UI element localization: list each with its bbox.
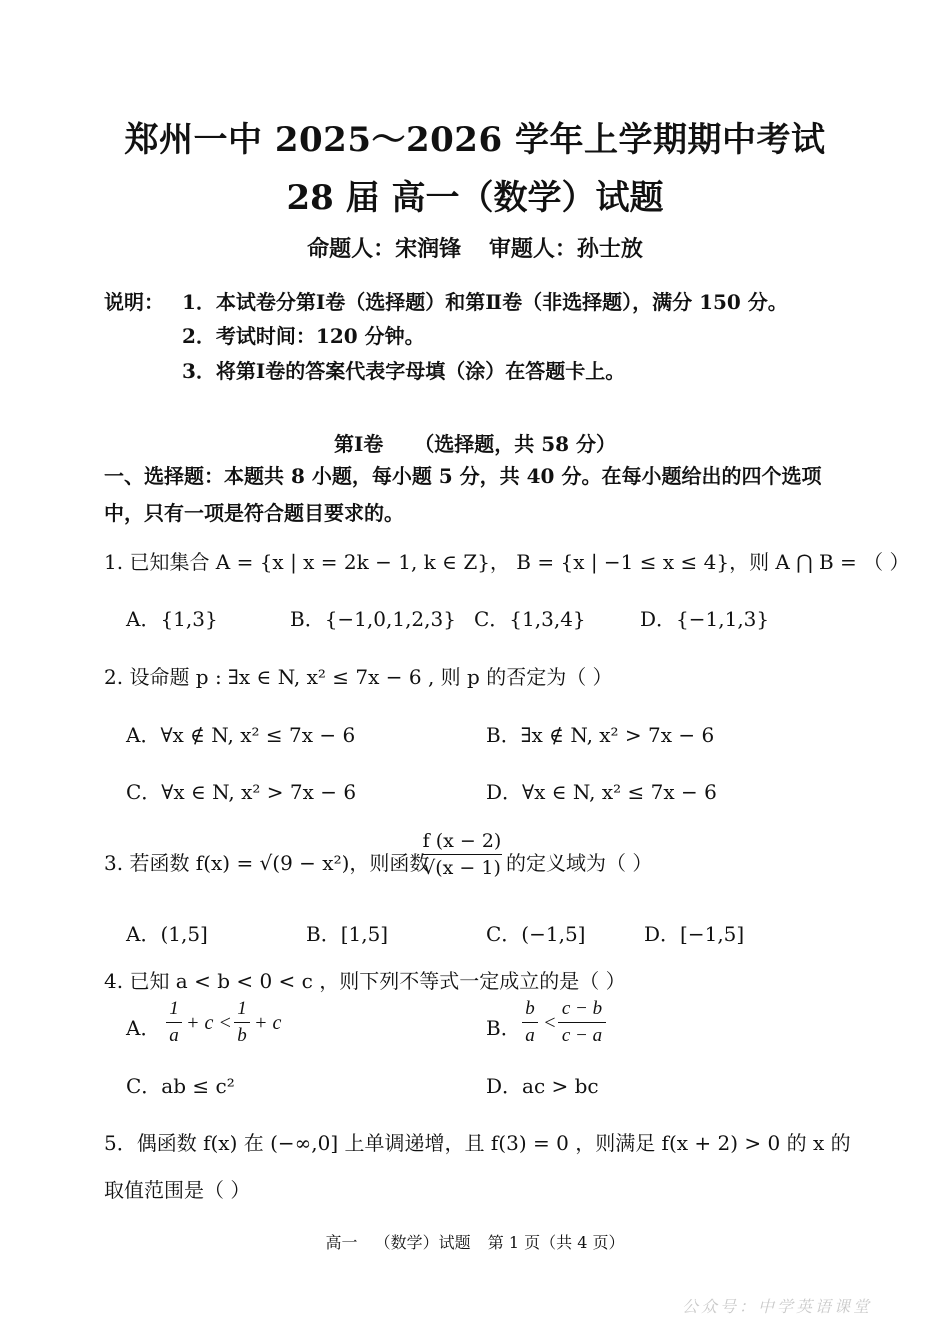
question-4-option-a-frac1	[166, 998, 182, 1047]
question-3-fraction	[422, 830, 502, 879]
fraction-denominator: b	[237, 1025, 247, 1046]
fraction-bar	[422, 854, 502, 855]
note-item: 1．本试卷分第Ⅰ卷（选择题）和第Ⅱ卷（非选择题），满分 150 分。	[182, 290, 788, 314]
fraction-numerator: c − b	[561, 998, 603, 1019]
question-1-option-b: B．{−1,0,1,2,3}	[290, 607, 456, 631]
question-4-option-a-mid: + c <	[186, 1012, 232, 1034]
question-1-option-a: A．{1,3}	[126, 607, 218, 631]
question-4-option-a-frac2	[234, 998, 250, 1047]
footer-name: （数学）试题	[374, 1233, 471, 1252]
footer-subject: 高一	[325, 1233, 358, 1252]
note-item: 2．考试时间：120 分钟。	[182, 324, 425, 348]
notes-label: 说明：	[104, 290, 164, 314]
question-4-option-b-mid: <	[543, 1012, 557, 1034]
fraction-denominator: √(x − 1)	[423, 857, 501, 879]
fraction-bar	[558, 1022, 606, 1023]
question-1-option-d: D．{−1,1,3}	[640, 607, 770, 631]
question-3-option-c: C．(−1,5]	[486, 922, 586, 946]
fraction-bar	[234, 1022, 250, 1023]
fraction-numerator: f (x − 2)	[422, 830, 502, 852]
part-intro: 一、选择题：本题共 8 小题，每小题 5 分，共 40 分。在每小题给出的四个选项中，只有一项是符合题目要求的。	[104, 464, 822, 525]
fraction-denominator: a	[169, 1025, 179, 1046]
fraction-bar	[522, 1022, 538, 1023]
question-3-option-a: A．(1,5]	[126, 922, 208, 946]
note-item: 3．将第Ⅰ卷的答案代表字母填（涂）在答题卡上。	[182, 359, 626, 383]
question-2-option-c: C．∀x ∈ N, x² > 7x − 6	[126, 780, 357, 804]
question-2-option-b: B．∃x ∉ N, x² > 7x − 6	[486, 723, 715, 747]
footer-page: 第 1 页（共 4 页）	[487, 1233, 625, 1252]
section-title: 第Ⅰ卷	[333, 432, 384, 456]
question-3-stem-prefix: 3. 若函数 f(x) = √(9 − x²)，则函数	[104, 851, 430, 875]
fraction-bar	[166, 1022, 182, 1023]
authors	[0, 232, 950, 263]
question-4-option-d: D．ac > bc	[486, 1074, 599, 1098]
question-4-option-b-frac2	[558, 998, 606, 1047]
reviewer: 审题人：孙士放	[488, 236, 643, 262]
fraction-numerator: 1	[237, 998, 247, 1019]
question-4-stem: 4. 已知 a < b < 0 < c ，则下列不等式一定成立的是（ ）	[104, 969, 626, 993]
section-subtitle: （选择题，共 58 分）	[414, 432, 617, 456]
question-5-stem-line1: 5．偶函数 f(x) 在 (−∞,0] 上单调递增，且 f(3) = 0 ，则满足 f(x + 2) > 0 的 x 的	[104, 1131, 851, 1155]
question-3-option-b: B．[1,5]	[306, 922, 389, 946]
question-3-stem-suffix: 的定义域为（ ）	[506, 851, 653, 875]
question-4-option-b-frac1	[522, 998, 538, 1047]
question-3-option-d: D．[−1,5]	[644, 922, 745, 946]
question-4-option-a-label: A．	[126, 1016, 161, 1040]
question-1-option-c: C．{1,3,4}	[474, 607, 586, 631]
fraction-denominator: a	[525, 1025, 535, 1046]
question-2-option-d: D．∀x ∈ N, x² ≤ 7x − 6	[486, 780, 717, 804]
question-2-option-a: A．∀x ∉ N, x² ≤ 7x − 6	[126, 723, 356, 747]
page-footer	[0, 1230, 950, 1253]
question-4-option-c: C．ab ≤ c²	[126, 1074, 235, 1098]
question-4-option-a-end: + c	[254, 1012, 282, 1034]
fraction-denominator: c − a	[561, 1025, 603, 1046]
exam-title: 郑州一中 2025～2026 学年上学期期中考试	[124, 120, 826, 160]
section-heading	[0, 428, 950, 457]
setter: 命题人：宋润锋	[307, 236, 462, 262]
question-5-stem-line2: 取值范围是（ ）	[104, 1178, 251, 1202]
question-1-stem: 1. 已知集合 A = {x | x = 2k − 1, k ∈ Z}， B = {x | −1 ≤ x ≤ 4}，则 A ⋂ B = （ ）	[104, 550, 910, 574]
fraction-numerator: 1	[169, 998, 179, 1019]
exam-subtitle: 28 届 高一（数学）试题	[286, 178, 664, 218]
fraction-numerator: b	[525, 998, 535, 1019]
question-4-option-b-label: B．	[486, 1016, 521, 1040]
watermark: 公众号：中学英语课堂	[681, 1297, 872, 1316]
question-2-stem: 2. 设命题 p : ∃x ∈ N, x² ≤ 7x − 6 , 则 p 的否定为（ ）	[104, 665, 613, 689]
